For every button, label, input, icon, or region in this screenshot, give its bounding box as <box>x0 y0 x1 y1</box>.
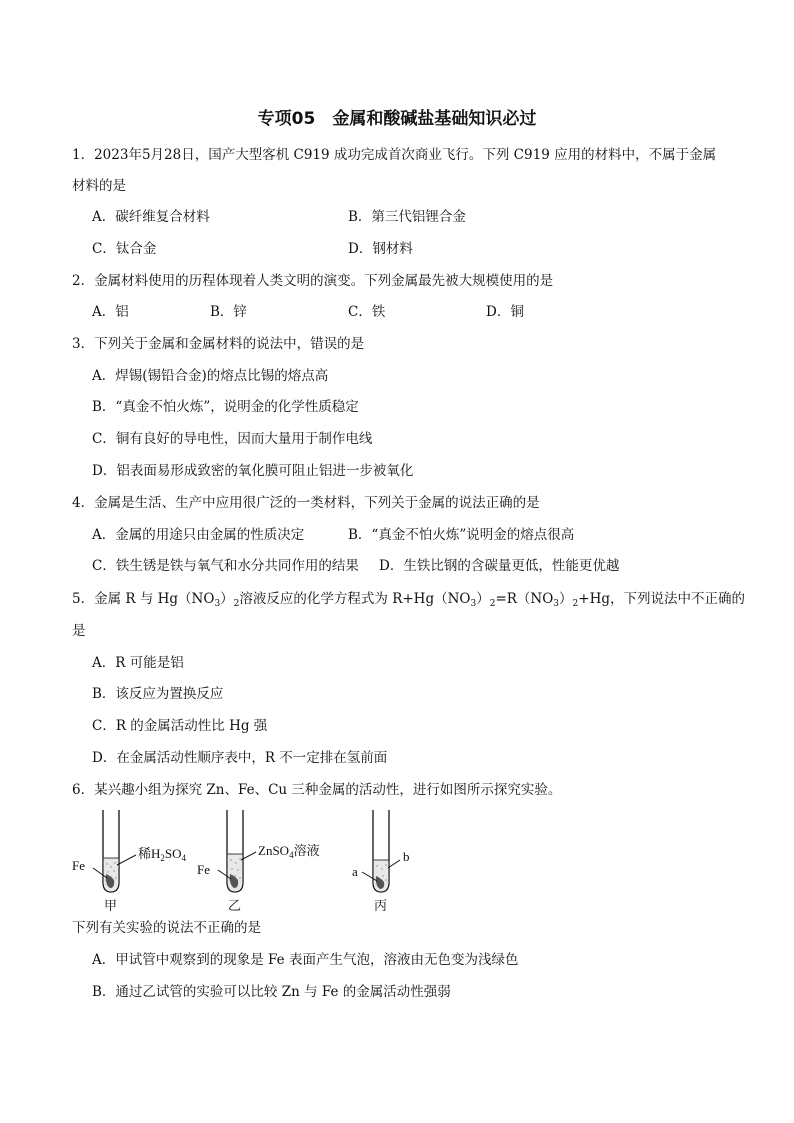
q2-option-c: C．铁 <box>348 304 386 320</box>
q5-sub: 3 <box>470 599 477 609</box>
tube2-solution-label <box>258 843 320 860</box>
q2-option-d: D．铜 <box>486 304 524 320</box>
q6-option-a: A．甲试管中观察到的现象是 Fe 表面产生气泡，溶液由无色变为浅绿色 <box>92 952 519 968</box>
tube1-solution-sub: 2 <box>160 853 165 863</box>
q2-stem: 2．金属材料使用的历程体现着人类文明的演变。下列金属最先被大规模使用的是 <box>72 273 554 289</box>
q5-stem-part: 溶液反应的化学方程式为 R+Hg（NO <box>239 591 471 607</box>
q1-stem-line2: 材料的是 <box>72 178 126 194</box>
tube1-metal-label: Fe <box>72 858 85 873</box>
q1-stem-line1: 1．2023年5月28日，国产大型客机 C919 成功完成首次商业飞行。下列 C919 应用的材料中，不属于金属 <box>72 147 717 163</box>
q5-stem-part: +Hg，下列说法中不正确的 <box>578 591 745 607</box>
test-tube-yi <box>197 810 320 913</box>
tube1-solution-part: 稀H <box>138 846 161 861</box>
tube1-solution-part: SO <box>164 846 182 861</box>
q5-stem-part: ） <box>559 591 573 607</box>
q5-stem-part: 5．金属 R 与 Hg（NO <box>72 591 215 607</box>
q5-stem-line2: 是 <box>72 623 86 639</box>
q3-option-b: B．“真金不怕火炼”，说明金的化学性质稳定 <box>92 399 359 415</box>
tube1-name: 甲 <box>104 898 118 913</box>
q3-option-a: A．焊锡(锡铅合金)的熔点比锡的熔点高 <box>92 368 329 384</box>
q5-stem-part: =R（NO <box>495 591 554 607</box>
q5-stem-part: ） <box>220 591 234 607</box>
q4-stem: 4．金属是生活、生产中应用很广泛的一类材料，下列关于金属的说法正确的是 <box>72 495 540 511</box>
q2-option-b: B．锌 <box>210 304 247 320</box>
q2-option-a: A．铝 <box>92 304 129 320</box>
q3-option-d: D．铝表面易形成致密的氧化膜可阻止铝进一步被氧化 <box>92 463 414 479</box>
q1-option-a: A．碳纤维复合材料 <box>92 209 210 225</box>
q3-stem: 3．下列关于金属和金属材料的说法中，错误的是 <box>72 336 365 352</box>
tube2-name: 乙 <box>228 898 242 913</box>
tube3-label-b: b <box>403 849 410 864</box>
q1-option-b: B．第三代铝锂合金 <box>348 209 466 225</box>
page-title: 专项05 金属和酸碱盐基础知识必过 <box>257 109 537 129</box>
q1-option-c: C．钛合金 <box>92 241 157 257</box>
q5-sub: 3 <box>553 599 560 609</box>
q5-option-a: A．R 可能是铝 <box>92 655 184 671</box>
q5-sub: 2 <box>489 599 496 609</box>
tube2-metal-label: Fe <box>197 862 210 877</box>
q6-option-b: B．通过乙试管的实验可以比较 Zn 与 Fe 的金属活动性强弱 <box>92 984 451 1000</box>
q5-sub: 2 <box>572 599 579 609</box>
q5-stem-line1 <box>72 590 745 613</box>
test-tube-bing <box>352 810 410 913</box>
q5-sub: 2 <box>233 599 240 609</box>
q5-sub: 3 <box>214 599 221 609</box>
q6-stem-line2: 下列有关实验的说法不正确的是 <box>72 920 261 936</box>
tube3-label-a: a <box>352 864 358 879</box>
q5-option-d: D．在金属活动性顺序表中，R 不一定排在氢前面 <box>92 750 388 766</box>
q4-option-c: C．铁生锈是铁与氧气和水分共同作用的结果 <box>92 558 359 574</box>
tube2-solution-part: ZnSO <box>258 843 290 858</box>
q1-option-d: D．钢材料 <box>348 241 413 257</box>
tube2-solution-sub: 4 <box>289 850 294 860</box>
q5-option-b: B．该反应为置换反应 <box>92 686 224 702</box>
tube2-solution-part: 溶液 <box>293 843 320 858</box>
q4-option-d: D．生铁比钢的含碳量更低，性能更优越 <box>379 558 620 574</box>
q4-option-a: A．金属的用途只由金属的性质决定 <box>92 527 305 543</box>
tube3-name: 丙 <box>374 898 388 913</box>
q3-option-c: C．铜有良好的导电性，因而大量用于制作电线 <box>92 431 373 447</box>
q4-option-b: B．“真金不怕火炼”说明金的熔点很高 <box>348 527 575 543</box>
test-tube-jia <box>72 810 187 913</box>
tube1-solution-label <box>138 846 187 863</box>
q6-stem: 6．某兴趣小组为探究 Zn、Fe、Cu 三种金属的活动性，进行如图所示探究实验。 <box>72 782 562 798</box>
q5-stem-part: ） <box>476 591 490 607</box>
tube1-solution-sub: 4 <box>181 853 187 863</box>
test-tube-figure <box>70 808 450 916</box>
q5-option-c: C．R 的金属活动性比 Hg 强 <box>92 718 268 734</box>
